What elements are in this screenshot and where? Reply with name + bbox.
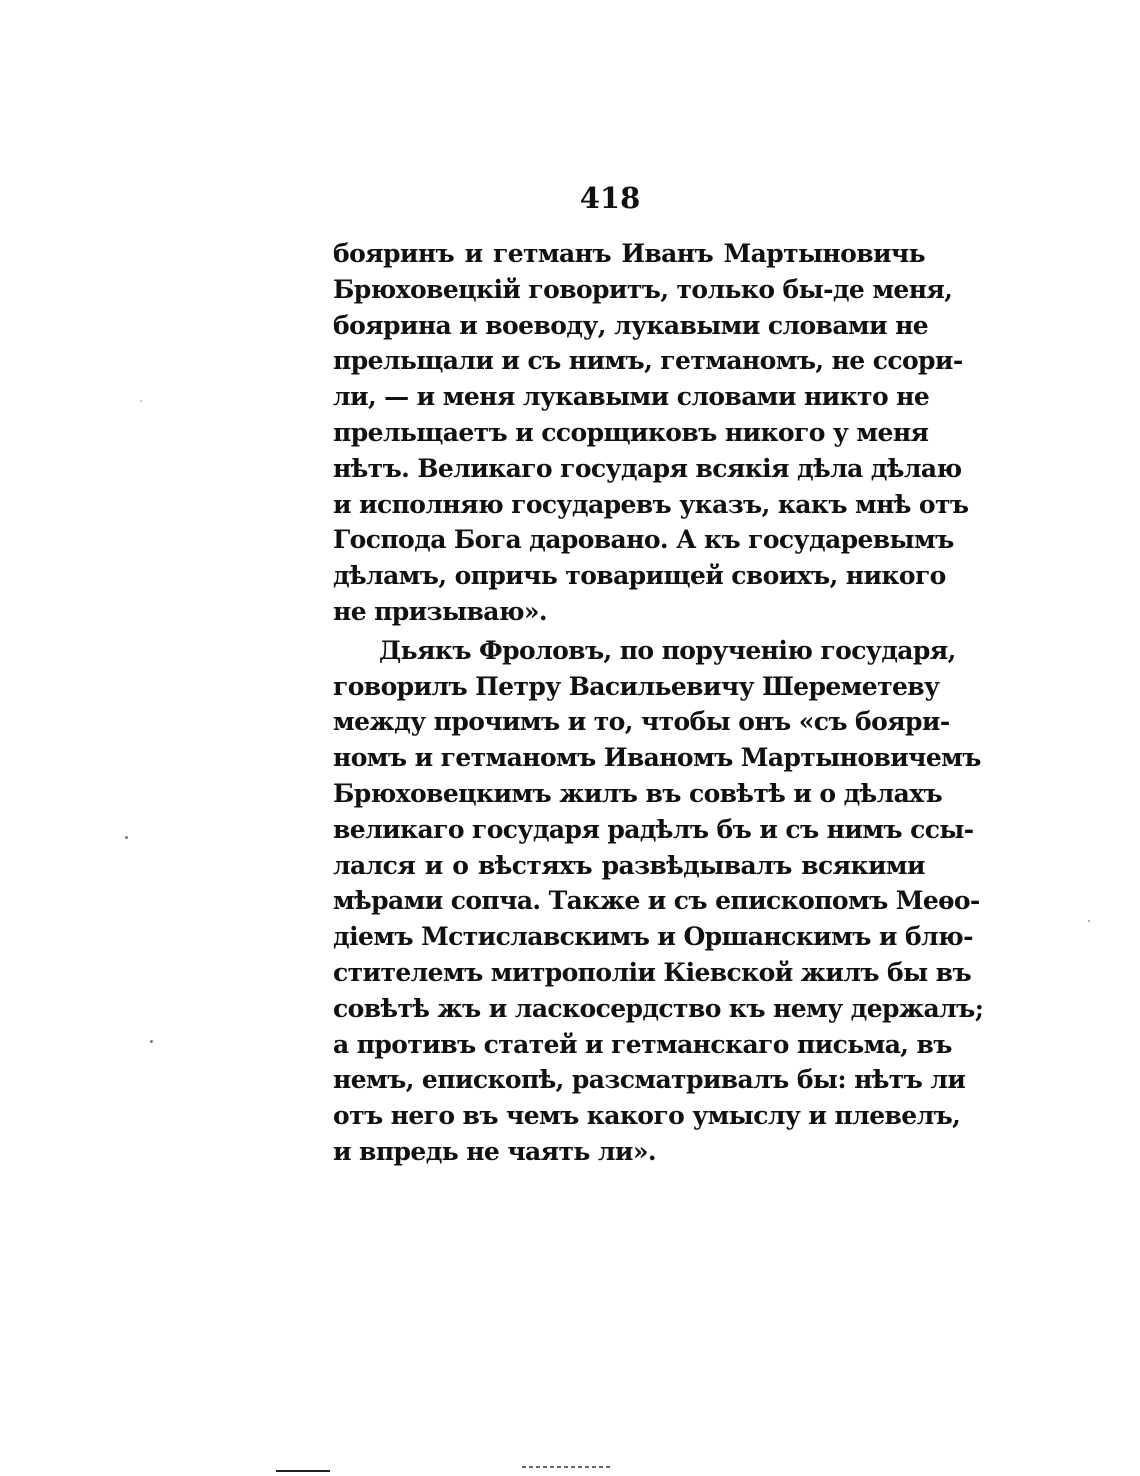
page-number: 418 bbox=[579, 181, 641, 215]
text-line: немъ, епископѣ, разсматривалъ бы: нѣтъ ли bbox=[333, 1065, 966, 1095]
text-line: ли, — и меня лукавыми словами никто не bbox=[333, 382, 930, 412]
text-line: совѣтѣ жъ и ласкосердство къ нему держалъ; bbox=[333, 993, 984, 1023]
text-line: стителемъ митрополіи Кіевской жилъ бы въ bbox=[333, 957, 972, 987]
text-line: отъ него въ чемъ какого умыслу и плевелъ, bbox=[333, 1101, 961, 1131]
text-line: между прочимъ и то, чтобы онъ «съ бояри- bbox=[333, 707, 950, 737]
text-line: нѣтъ. Великаго государя всякія дѣла дѣлаю bbox=[333, 453, 962, 483]
text-line: лался и о вѣстяхъ развѣдывалъ всякими bbox=[333, 850, 925, 880]
text-line: прельщаетъ и ссорщиковъ никого у меня bbox=[333, 417, 929, 447]
text-line: дѣламъ, опричь товарищей своихъ, никого bbox=[333, 561, 946, 591]
text-line: діемъ Мстиславскимъ и Оршанскимъ и блю- bbox=[333, 922, 973, 952]
text-line: не призываю». bbox=[333, 596, 547, 626]
text-line: и исполняю государевъ указъ, какъ мнѣ отъ bbox=[333, 489, 969, 519]
text-line: прельщали и съ нимъ, гетманомъ, не ссори- bbox=[333, 346, 963, 376]
bottom-rule bbox=[276, 1470, 330, 1472]
text-line: великаго государя радѣлъ бъ и съ нимъ ссы- bbox=[333, 814, 974, 844]
scan-speck bbox=[1088, 920, 1090, 922]
text-line: боярина и воеводу, лукавыми словами не bbox=[333, 310, 929, 340]
text-line: Брюховецкій говоритъ, только бы-де меня, bbox=[333, 274, 953, 304]
body-text bbox=[333, 236, 984, 1170]
scan-speck bbox=[125, 836, 128, 839]
bottom-dashes bbox=[522, 1466, 612, 1468]
text-line: Дьякъ Фроловъ, по порученію государя, bbox=[379, 635, 956, 665]
scan-speck bbox=[150, 1040, 153, 1043]
text-line: Брюховецкимъ жилъ въ совѣтѣ и о дѣлахъ bbox=[333, 778, 943, 808]
text-line: номъ и гетманомъ Иваномъ Мартыновичемъ bbox=[333, 743, 981, 773]
text-line: говорилъ Петру Васильевичу Шереметеву bbox=[333, 671, 940, 701]
text-line: Господа Бога даровано. А къ государевымъ bbox=[333, 525, 954, 555]
text-line: и впредь не чаять ли». bbox=[333, 1136, 656, 1166]
text-line: бояринъ и гетманъ Иванъ Мартыновичь bbox=[333, 239, 925, 268]
text-line: а противъ статей и гетманскаго письма, въ bbox=[333, 1029, 952, 1059]
text-line: мѣрами сопча. Также и съ епископомъ Меѳо- bbox=[333, 886, 980, 916]
scan-speck bbox=[140, 400, 142, 402]
